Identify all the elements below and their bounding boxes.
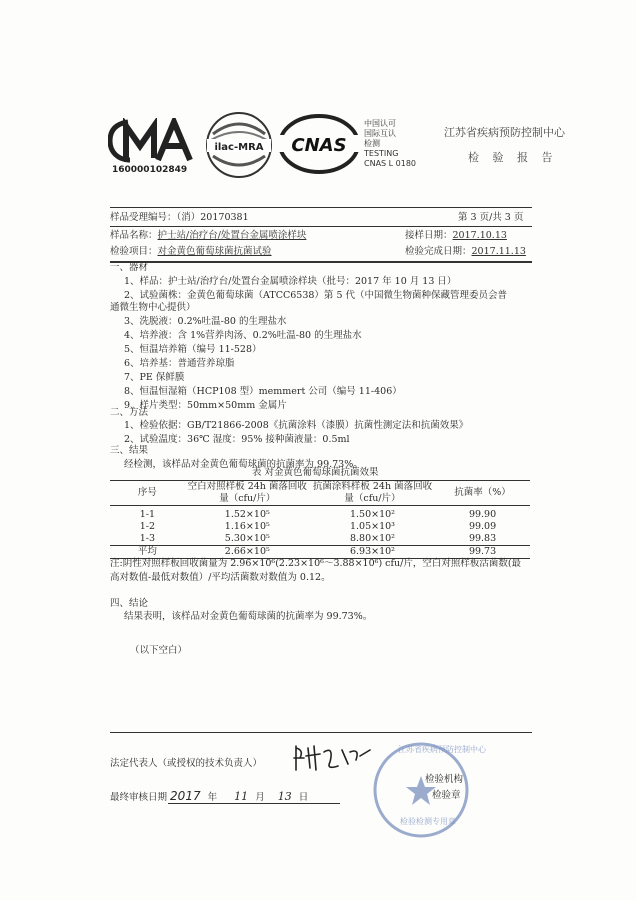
cnas-text: CNAS — [291, 135, 347, 156]
complete-date — [405, 246, 526, 258]
cnas-info-line: CNAS L 0180 — [364, 159, 417, 168]
testing-org-label: 检验机构 — [425, 774, 464, 785]
item-sample: 1、样品：护士站/治疗台/处置台金属喷涂样块（批号：2017 年 10 月 13 日） — [124, 276, 457, 287]
ilac-mra-logo — [203, 110, 275, 180]
cnas-info-line: TESTING — [364, 149, 399, 158]
item-strain: 2、试验菌株：金黄色葡萄球菌（ATCC6538）第 5 代（中国微生物菌种保藏管理委员会普 — [124, 290, 508, 301]
item-medium: 6、培养基：普通营养琼脂 — [124, 358, 235, 369]
method-conditions: 2、试验温度：36℃ 湿度：95% 接种菌液量：0.5ml — [124, 434, 350, 445]
section-method: 二、方法 — [110, 407, 149, 418]
test-item-value: 对金黄色葡萄球菌抗菌试验 — [157, 246, 272, 257]
cnas-info-line: 国际互认 — [364, 129, 396, 138]
col-header: 抗菌率（%） — [435, 481, 530, 506]
section-result: 三、结果 — [110, 445, 149, 456]
item-humidity-chamber: 8、恒温恒湿箱（HCP108 型）memmert 公司（编号 11-406） — [124, 386, 402, 397]
complete-date-value: 2017.11.13 — [471, 246, 526, 257]
sample-no-value: （消）20170381 — [176, 212, 249, 223]
table-note-cont: 高对数值-最低对数值）/平均活菌数对数值为 0.12。 — [110, 572, 331, 583]
sample-no-label: 样品受理编号： — [110, 212, 177, 223]
sample-name-value: 护士站/治疗台/处置台金属喷涂样块 — [157, 230, 307, 241]
table-cell: 99.90 — [468, 509, 497, 520]
item-pe-film: 7、PE 保鲜膜 — [124, 372, 185, 383]
seal-text: 江苏省疾病预防控制中心 — [398, 745, 486, 754]
table-cell: 1-3 — [139, 533, 155, 544]
section-conclusion: 四、结论 — [110, 598, 149, 609]
report-title: 检 验 报 告 — [468, 151, 558, 164]
receive-date-value: 2017.10.13 — [452, 230, 507, 241]
table-cell: 99.83 — [468, 533, 497, 544]
day-char: 日 — [298, 792, 309, 803]
month-char: 月 — [255, 792, 265, 803]
section-equipment: 一、器材 — [110, 262, 149, 273]
item-culture-liquid: 4、培养液：含 1%营养肉汤、0.2%吐温-80 的生理盐水 — [124, 330, 362, 341]
cnas-logo — [278, 113, 360, 175]
blank-marker: （以下空白） — [130, 645, 188, 656]
footer-rule — [110, 732, 532, 733]
review-month: 11 — [234, 790, 249, 803]
sample-name-label: 样品名称： — [110, 230, 158, 241]
table-cell: 1.16×10⁵ — [224, 521, 270, 532]
item-incubator: 5、恒温培养箱（编号 11-528） — [124, 344, 262, 355]
table-row — [110, 506, 530, 522]
receive-date-label: 接样日期： — [405, 230, 453, 241]
table-cell: 99.73 — [435, 546, 530, 559]
table-row-average — [110, 546, 530, 559]
header-double-rule — [110, 261, 532, 263]
col-header: 空白对照样板 24h 菌落回收量（cfu/片） — [185, 481, 310, 506]
table-note: 注:阴性对照样板回收菌量为 2.96×10⁶(2.23×10⁶～3.88×10⁶) cfu/片，空白对照样板活菌数(最 — [110, 558, 522, 569]
conclusion-text: 结果表明，该样品对金黄色葡萄球菌的抗菌率为 99.73%。 — [124, 611, 373, 622]
table-cell: 1.05×10³ — [349, 521, 395, 532]
seal-subtext: 检验检测专用章 — [400, 817, 456, 826]
review-date — [110, 790, 308, 804]
table-cell: 2.66×10⁵ — [185, 546, 310, 559]
table-caption: 表 对金黄色葡萄球菌抗菌效果 — [252, 467, 379, 478]
receive-date — [405, 230, 507, 242]
certificate-number: 160000102849 — [112, 165, 188, 175]
table-cell: 平均 — [110, 546, 185, 559]
cnas-info-line: 中国认可 — [364, 119, 396, 128]
legal-rep-label: 法定代表人（或授权的技术负责人） — [110, 758, 263, 769]
item-strain-cont: 通微生物中心提供） — [110, 302, 196, 313]
meta-rule — [110, 226, 532, 227]
table-cell: 5.30×10⁵ — [224, 533, 270, 544]
result-text: 经检测，该样品对金黄色葡萄球菌的抗菌率为 99.73%。 — [124, 459, 363, 470]
table-cell: 8.80×10² — [349, 533, 395, 544]
item-eluent: 3、洗脱液：0.2%吐温-80 的生理盐水 — [124, 316, 287, 327]
table-cell: 99.09 — [468, 521, 497, 532]
testing-seal-label: 检验章 — [432, 790, 461, 801]
col-header: 序号 — [110, 481, 185, 506]
sample-no — [110, 212, 249, 224]
col-header: 抗菌涂料样板 24h 菌落回收量（cfu/片） — [310, 481, 435, 506]
ilac-text: ilac-MRA — [214, 142, 264, 153]
review-date-label: 最终审核日期 — [110, 792, 168, 803]
review-day: 13 — [277, 790, 292, 803]
review-year: 2017 — [170, 789, 201, 803]
year-char: 年 — [207, 792, 218, 803]
item-sample-type: 9、样片类型：50mm×50mm 金属片 — [124, 400, 287, 411]
table-cell: 1-1 — [139, 509, 155, 520]
test-item-label: 检验项目： — [110, 246, 158, 257]
table-cell: 1.50×10² — [349, 509, 395, 520]
cnas-info — [364, 119, 416, 169]
cma-logo — [108, 118, 200, 164]
organization-name: 江苏省疾病预防控制中心 — [444, 126, 565, 139]
results-table — [110, 480, 530, 559]
table-row — [110, 521, 530, 533]
method-basis: 1、检验依据：GB/T21866-2008《抗菌涂料（漆膜）抗菌性测定法和抗菌效果》 — [124, 420, 469, 431]
table-cell: 6.93×10² — [310, 546, 435, 559]
table-cell: 1-2 — [139, 521, 155, 532]
cnas-info-line: 检测 — [364, 139, 380, 148]
test-item — [110, 246, 272, 258]
review-date-underline — [168, 803, 340, 804]
top-rule — [110, 207, 532, 208]
page-indicator: 第 3 页/共 3 页 — [458, 212, 524, 223]
table-cell: 1.52×10⁵ — [224, 509, 270, 520]
table-row — [110, 533, 530, 546]
complete-date-label: 检验完成日期： — [405, 246, 472, 257]
sample-name — [110, 230, 306, 242]
